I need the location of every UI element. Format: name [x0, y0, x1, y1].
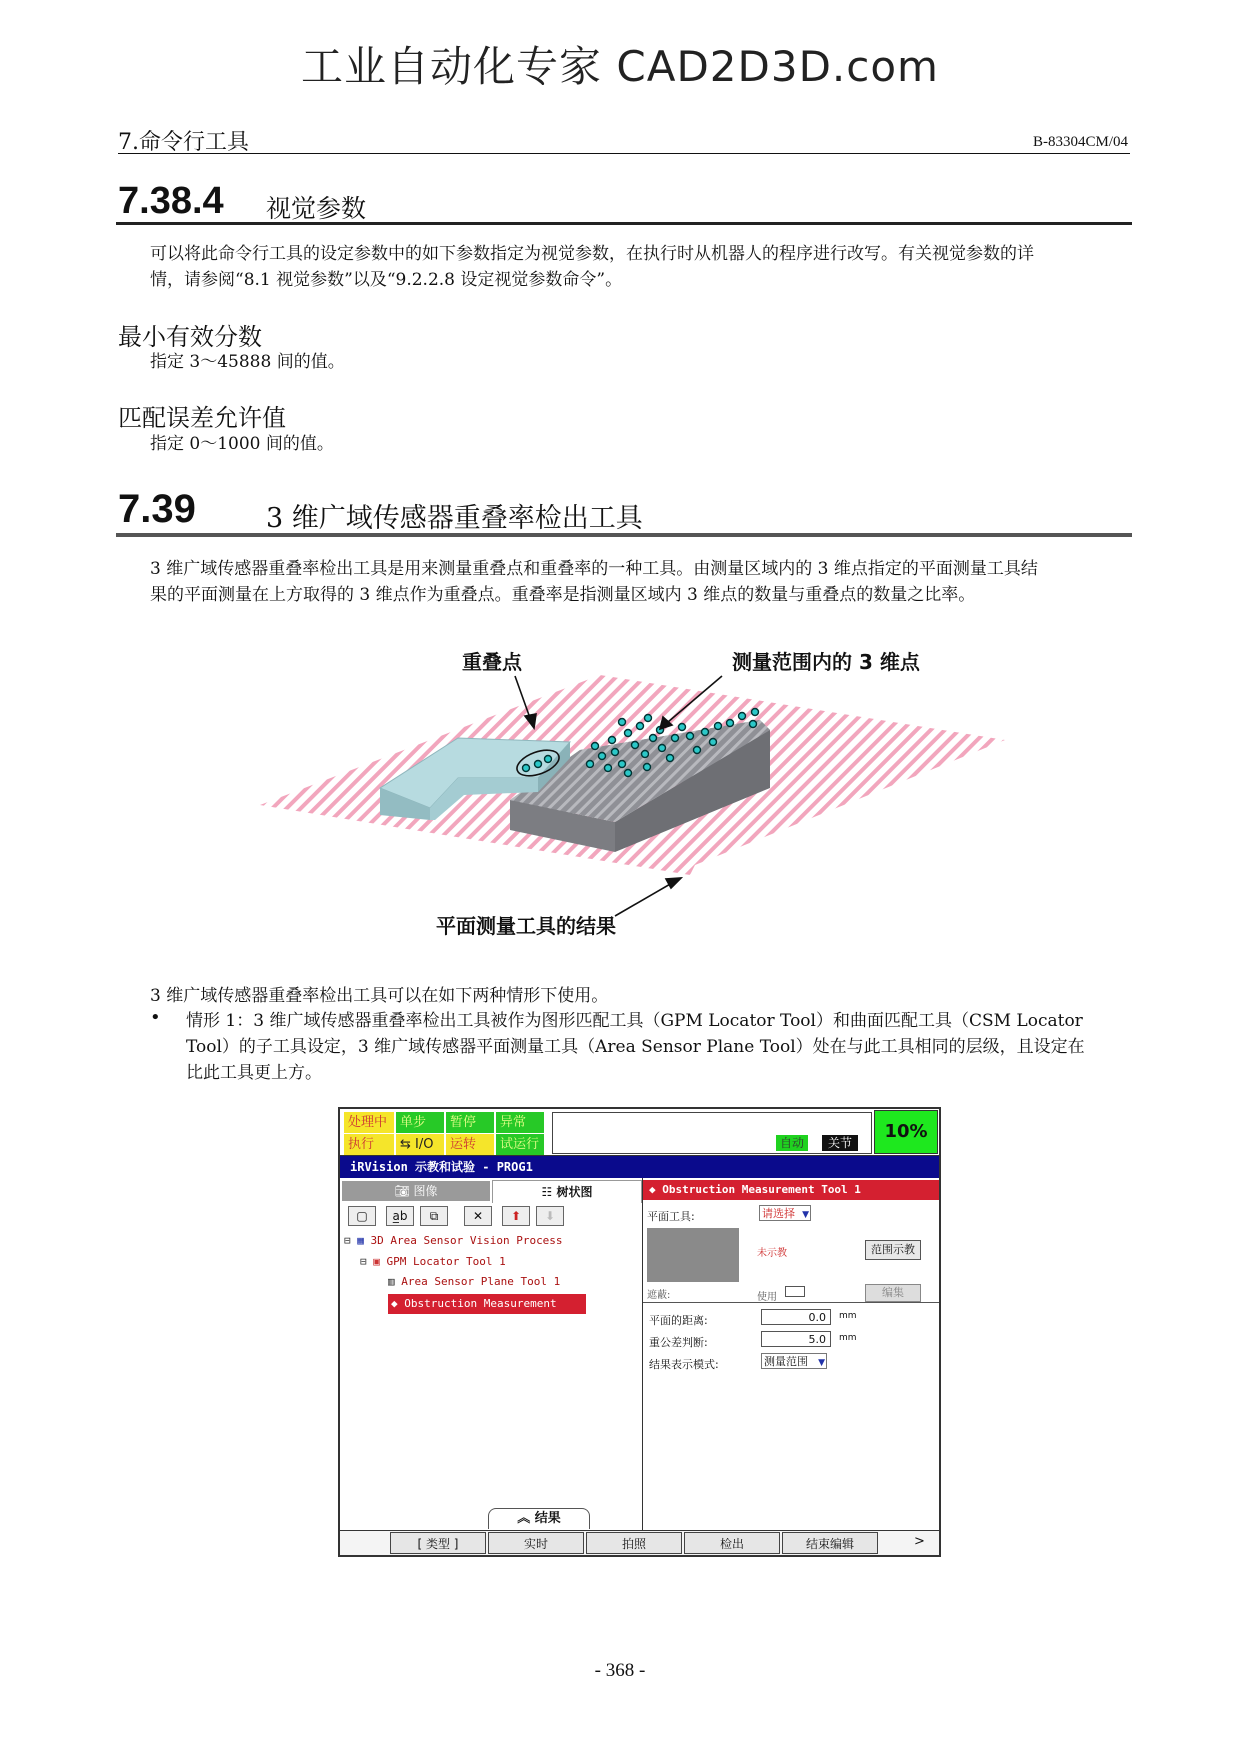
overlap-diagram-svg	[250, 630, 1010, 950]
bullet-marker: •	[150, 1007, 161, 1028]
delete-icon: ✕	[472, 1209, 484, 1223]
param-title-match-error: 匹配误差允许值	[118, 404, 286, 432]
label-points-in-range: 测量范围内的 3 维点	[732, 650, 920, 674]
tree-item-plane-tool[interactable]: ▥ Area Sensor Plane Tool 1	[388, 1275, 561, 1288]
tree-item-obstruction-tool[interactable]: ◆ Obstruction Measurement Tool 1	[388, 1294, 586, 1314]
right-pane	[643, 1178, 939, 1530]
fkey-live[interactable]: 实时	[488, 1532, 584, 1554]
status-busy: 处理中	[344, 1112, 394, 1133]
plane-tool-label: 平面工具:	[647, 1210, 695, 1223]
window-title: iRVision 示教和试验 - PROG1	[340, 1156, 939, 1178]
status-run: 执行	[344, 1134, 394, 1155]
watermark-title: 工业自动化专家 CAD2D3D.com	[301, 42, 939, 91]
fkey-snap[interactable]: 拍照	[586, 1532, 682, 1554]
paragraph-739-line2: 果的平面测量在上方取得的 3 维点作为重叠点。重叠率是指测量区域内 3 维点的数量与重叠点的数量之比率。	[150, 585, 976, 605]
param-text-min-score: 指定 3～45888 间的值。	[150, 352, 345, 372]
bullet1-line2: Tool）的子工具设定，3 维广域传感器平面测量工具（Area Sensor Plane Tool）处在与此工具相同的层级，且设定在	[186, 1037, 1085, 1057]
label-overlap-points: 重叠点	[462, 650, 522, 674]
mask-preview	[647, 1228, 739, 1282]
plane-tool-select[interactable]: 请选择 ▼	[759, 1205, 811, 1221]
tab-image[interactable]: 📷︎ 图像	[342, 1181, 490, 1201]
panel-divider	[643, 1302, 939, 1303]
tree-item-vision-process[interactable]: ⊟ ▦ 3D Area Sensor Vision Process	[344, 1234, 563, 1247]
fkey-find[interactable]: 检出	[684, 1532, 780, 1554]
result-mode-select[interactable]: 测量范围 ▼	[761, 1353, 827, 1369]
left-pane	[340, 1178, 643, 1530]
chevron-up-icon: ︽	[517, 1511, 535, 1526]
toolbar-new-button[interactable]	[348, 1206, 376, 1226]
tolerance-input[interactable]: 5.0	[761, 1331, 831, 1347]
irvision-screenshot	[338, 1107, 941, 1557]
fkey-end-edit[interactable]: 结束编辑	[782, 1532, 878, 1554]
chevron-down-icon: ▼	[818, 1358, 825, 1368]
blank-icon: ▢	[356, 1209, 368, 1223]
section-number-739: 7.39	[118, 487, 196, 531]
camera-icon: 📷︎	[394, 1184, 414, 1198]
usage-intro: 3 维广域传感器重叠率检出工具可以在如下两种情形下使用。	[150, 986, 609, 1006]
coord-joint: 关节	[822, 1135, 858, 1151]
section-rule-7384	[116, 222, 1132, 225]
toolbar-move-up-button[interactable]	[502, 1206, 530, 1226]
toolbar-rename-button[interactable]	[386, 1206, 414, 1226]
use-label: 使用	[757, 1292, 777, 1303]
tree-icon: ☷	[541, 1185, 557, 1199]
header-rule	[118, 153, 1130, 154]
paragraph-739-line1: 3 维广域传感器重叠率检出工具是用来测量重叠点和重叠率的一种工具。由测量区域内的 3 维点指定的平面测量工具结	[150, 559, 1038, 579]
mask-label: 遮蔽:	[647, 1290, 671, 1301]
locator-icon: ▣	[373, 1255, 387, 1268]
param-title-min-score: 最小有效分数	[118, 323, 262, 351]
page-number: - 368 -	[594, 1660, 646, 1681]
toolbar-delete-button[interactable]	[464, 1206, 492, 1226]
arrow-down-icon: ⬇	[544, 1209, 556, 1223]
arrow-up-icon: ⬆	[510, 1209, 522, 1223]
tool-icon: ◆	[649, 1183, 663, 1196]
mode-auto: 自动	[776, 1135, 808, 1151]
toolbar-copy-button[interactable]	[420, 1206, 448, 1226]
result-tab[interactable]: ︽ 结果	[488, 1508, 590, 1529]
section-number-7384: 7.38.4	[118, 180, 224, 222]
section-title-7384: 视觉参数	[266, 194, 367, 223]
chevron-down-icon: ▼	[802, 1210, 809, 1220]
use-mask-checkbox[interactable]	[785, 1286, 805, 1297]
overlap-diagram	[250, 630, 1010, 950]
document-id: B-83304CM/04	[1032, 134, 1128, 150]
label-plane-result: 平面测量工具的结果	[436, 914, 616, 938]
tree-collapse-icon: ⊟	[360, 1255, 374, 1268]
tree-item-gpm-locator[interactable]: ⊟ ▣ GPM Locator Tool 1	[360, 1255, 506, 1268]
distance-label: 平面的距离:	[649, 1314, 708, 1327]
obstruction-tool-icon: ◆	[391, 1297, 405, 1310]
process-icon: ▦	[357, 1234, 371, 1247]
untaught-status: 未示教	[757, 1248, 787, 1259]
panel-title: ◆ Obstruction Measurement Tool 1	[643, 1180, 939, 1200]
toolbar-move-down-button[interactable]	[536, 1206, 564, 1226]
fkey-type[interactable]: [ 类型 ]	[390, 1532, 486, 1554]
result-mode-label: 结果表示模式:	[649, 1358, 719, 1371]
rename-icon: a̲b	[392, 1209, 408, 1223]
chapter-header: 7.命令行工具	[118, 130, 249, 155]
io-icon: ⇆	[400, 1137, 416, 1152]
tolerance-label: 重公差判断:	[649, 1336, 708, 1349]
section-title-739: 3 维广域传感器重叠率检出工具	[266, 503, 643, 534]
bullet1-line1: 情形 1：3 维广域传感器重叠率检出工具被作为图形匹配工具（GPM Locator Tool）和曲面匹配工具（CSM Locator	[186, 1011, 1083, 1031]
distance-unit: mm	[839, 1311, 857, 1321]
override-speed: 10%	[874, 1110, 938, 1154]
function-key-bar	[340, 1530, 939, 1556]
param-text-match-error: 指定 0～1000 间的值。	[150, 434, 334, 454]
copy-icon: ⧉	[429, 1209, 439, 1223]
status-step: 单步	[396, 1112, 444, 1133]
status-fault: 异常	[496, 1112, 544, 1133]
status-prod: 运转	[446, 1134, 494, 1155]
status-hold: 暂停	[446, 1112, 494, 1133]
edit-mask-button[interactable]: 编集	[865, 1284, 921, 1302]
status-tcyc: 试运行	[496, 1134, 544, 1155]
section-rule-739	[116, 533, 1132, 537]
tab-tree[interactable]: ☷ 树状图	[492, 1180, 642, 1203]
teach-range-button[interactable]: 范围示教	[865, 1240, 921, 1260]
fkey-next-page[interactable]: >	[914, 1534, 925, 1549]
tolerance-unit: mm	[839, 1333, 857, 1343]
plane-tool-icon: ▥	[388, 1275, 402, 1288]
status-io: ⇆ I/O	[396, 1134, 444, 1155]
bullet1-line3: 比此工具更上方。	[186, 1063, 322, 1083]
status-bar	[340, 1109, 939, 1156]
tree-collapse-icon: ⊟	[344, 1234, 358, 1247]
paragraph-7384-line2: 情，请参阅“8.1 视觉参数”以及“9.2.2.8 设定视觉参数命令”。	[150, 270, 623, 290]
distance-input[interactable]: 0.0	[761, 1309, 831, 1325]
paragraph-7384-line1: 可以将此命令行工具的设定参数中的如下参数指定为视觉参数，在执行时从机器人的程序进行改写。有关视觉参数的详	[150, 244, 1034, 264]
